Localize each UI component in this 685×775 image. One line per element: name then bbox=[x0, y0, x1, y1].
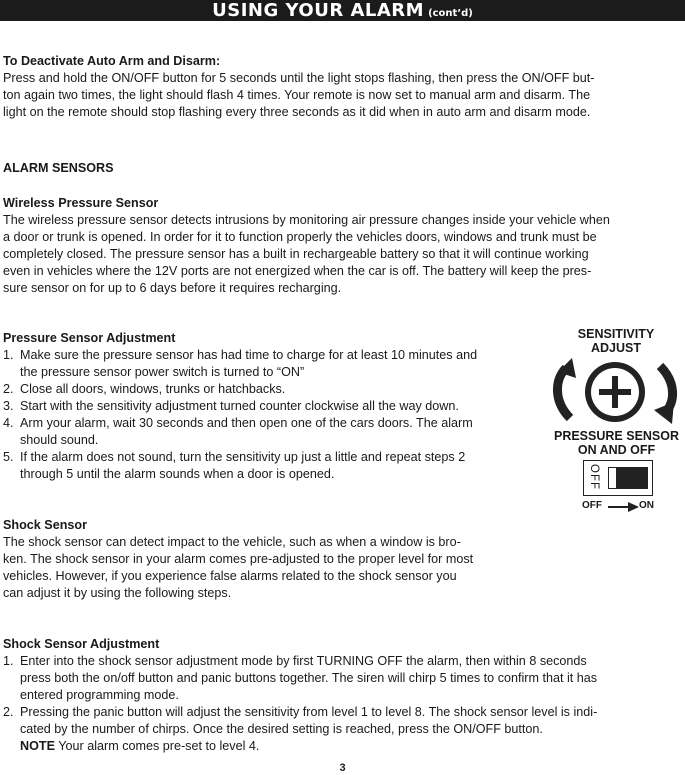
paragraph-line: The shock sensor can detect impact to the vehicle, such as when a window is bro- bbox=[3, 535, 461, 549]
page-number: 3 bbox=[339, 762, 346, 774]
sensitivity-adjust-label: SENSITIVITY ADJUST bbox=[577, 327, 655, 355]
paragraph-line: vehicles. However, if you experience false alarms related to the shock sensor you bbox=[3, 569, 457, 583]
shock-heading: Shock Sensor bbox=[3, 518, 87, 532]
shock-adjust-heading: Shock Sensor Adjustment bbox=[3, 637, 160, 651]
paragraph-line: can adjust it by using the following steps. bbox=[3, 586, 232, 600]
deactivate-section bbox=[3, 53, 595, 121]
paragraph-line: completely closed. The pressure sensor has a built in rechargeable battery so that it will continue working bbox=[3, 247, 589, 261]
note-text: Your alarm comes pre-set to level 4. bbox=[54, 739, 260, 753]
pressure-adjust-steps bbox=[3, 347, 543, 483]
page-title: USING YOUR ALARM bbox=[212, 0, 425, 21]
arrow-right-icon bbox=[606, 502, 640, 512]
pressure-switch-label: PRESSURE SENSOR ON AND OFF bbox=[553, 429, 680, 457]
paragraph-line: ken. The shock sensor in your alarm comes pre-adjusted to the proper level for most bbox=[3, 552, 474, 566]
paragraph-line: even in vehicles where the 12V ports are not energized when the car is off. The battery will keep the pres- bbox=[3, 264, 592, 278]
paragraph-line: The wireless pressure sensor detects intrusions by monitoring air pressure changes inside your vehicle when bbox=[3, 213, 610, 227]
wireless-section bbox=[3, 195, 610, 297]
page-header bbox=[0, 0, 685, 21]
paragraph-line: Press and hold the ON/OFF button for 5 seconds until the light stops flashing, then press the ON/OFF but- bbox=[3, 71, 595, 85]
pressure-adjust-section bbox=[3, 330, 543, 483]
paragraph-line: a door or trunk is opened. In order for it to function properly the vehicles doors, windows and trunk must be bbox=[3, 230, 597, 244]
counter-clockwise-arrow-icon bbox=[557, 368, 570, 418]
alarm-sensors-heading: ALARM SENSORS bbox=[3, 161, 114, 175]
sensitivity-dial-illustration bbox=[548, 356, 682, 426]
off-label: OFF bbox=[582, 500, 602, 511]
on-label: ON bbox=[639, 500, 654, 511]
list-item: 4. Arm your alarm, wait 30 seconds and then open one of the cars doors. The alarm should sound. bbox=[3, 416, 473, 447]
list-item: 5. If the alarm does not sound, turn the sensitivity up just a little and repeat steps 2 through 5 until the alarm sounds when a door is opened. bbox=[3, 450, 466, 481]
list-item: 1. Make sure the pressure sensor has had time to charge for at least 10 minutes and the pressure sensor power switch is turned to “ON” bbox=[3, 348, 478, 379]
shock-adjust-steps bbox=[3, 653, 597, 755]
switch-off-text: OFF bbox=[588, 464, 600, 490]
wireless-heading: Wireless Pressure Sensor bbox=[3, 196, 159, 210]
paragraph-line: light on the remote should stop flashing every three seconds as it did when in auto arm and disarm mode. bbox=[3, 105, 591, 119]
pressure-adjust-heading: Pressure Sensor Adjustment bbox=[3, 331, 176, 345]
list-item: 1. Enter into the shock sensor adjustment mode by first TURNING OFF the alarm, then within 8 seconds press both the on/off button and panic buttons together. The siren will chirp 5 times to confirm that it has entered programming mode. bbox=[3, 654, 598, 702]
page-title-cont: (cont’d) bbox=[428, 8, 473, 19]
switch-knob bbox=[616, 467, 648, 489]
list-item: 2. Pressing the panic button will adjust the sensitivity from level 1 to level 8. The shock sensor level is indi- cated by the number of chirps. Once the desired setting is reached, press the ON/OFF button. NOTE Your alarm comes pre-set to level 4. bbox=[3, 705, 598, 753]
deactivate-heading: To Deactivate Auto Arm and Disarm: bbox=[3, 54, 221, 68]
shock-section bbox=[3, 517, 473, 602]
list-item: 3. Start with the sensitivity adjustment turned counter clockwise all the way down. bbox=[3, 399, 459, 413]
list-item: 2. Close all doors, windows, trunks or hatchbacks. bbox=[3, 382, 286, 396]
shock-adjust-section bbox=[3, 636, 597, 755]
power-switch-illustration bbox=[583, 460, 653, 496]
paragraph-line: sure sensor on for up to 6 days before it requires recharging. bbox=[3, 281, 342, 295]
paragraph-line: ton again two times, the light should flash 4 times. Your remote is now set to manual arm and disarm. The bbox=[3, 88, 591, 102]
note-label: NOTE bbox=[20, 739, 55, 753]
